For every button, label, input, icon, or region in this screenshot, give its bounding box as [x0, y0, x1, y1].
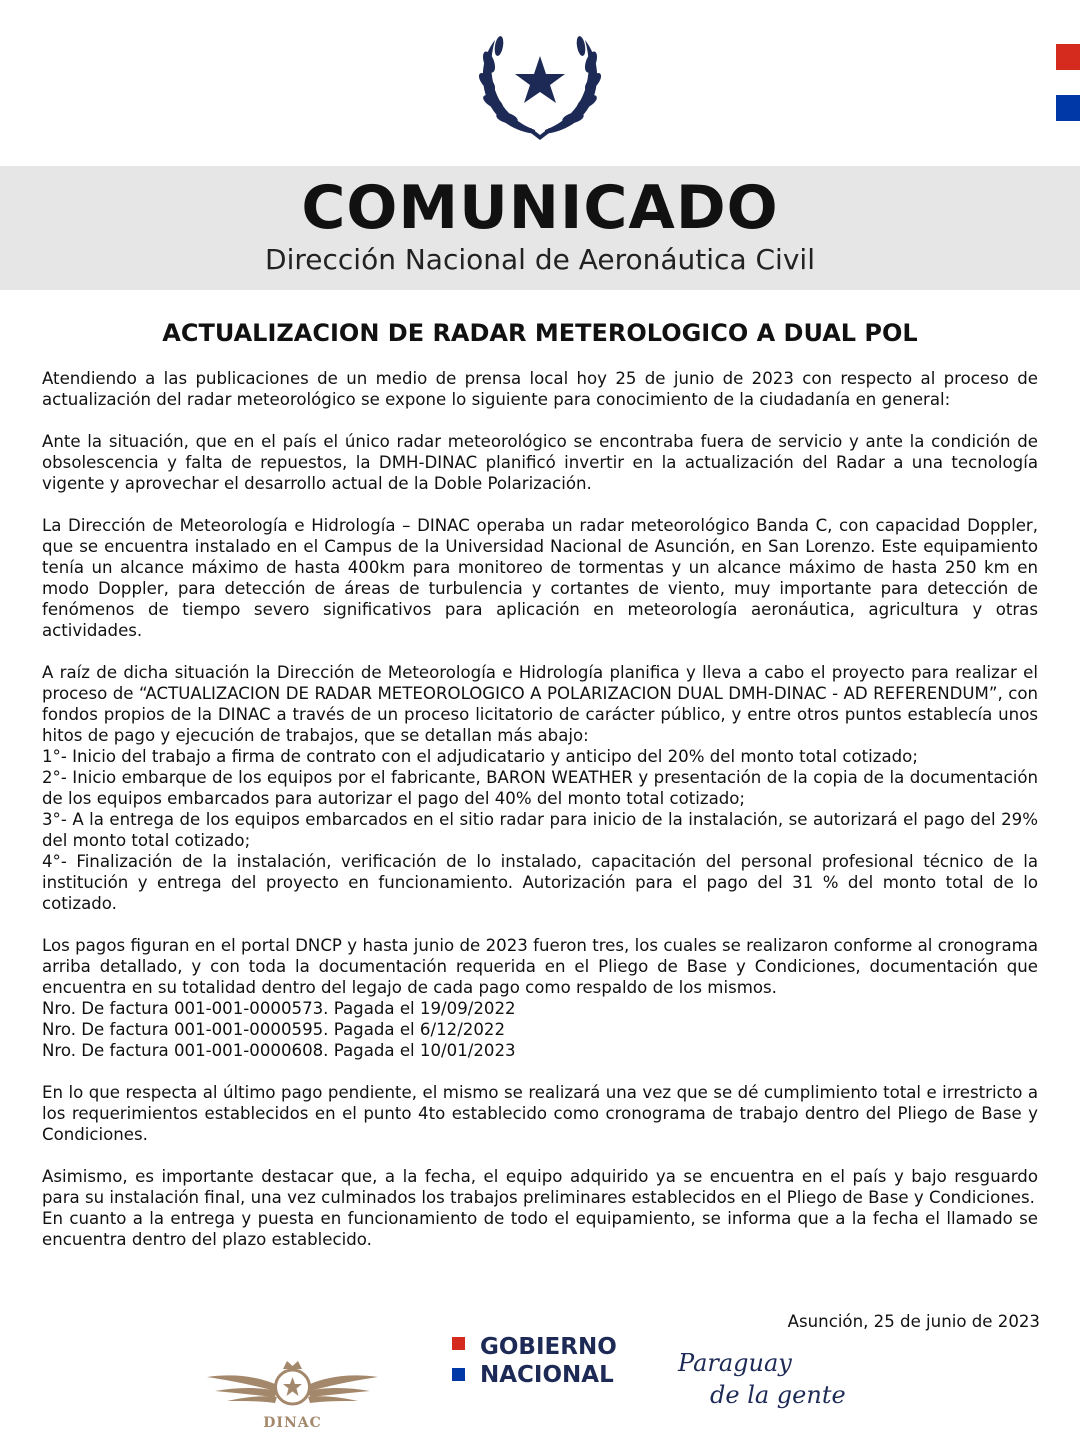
paragraph-radar-description: La Dirección de Meteorología e Hidrología – DINAC operaba un radar meteorológico Banda C, con capacidad Doppler, que se encuentra instalado en el Campus de la Universidad Nacional de Asunción, en San Lorenzo. Este equipamiento tenía un alcance máximo de hasta 400km para monitoreo de tormentas y un alcance máximo de hasta 250 km en modo Doppler, para detección de áreas de turbulencia y cortantes de viento, muy importante para detección de fenómenos de tiempo severo significativos para aplicación en meteorología aeronáutica, agricultura y otras actividades. — [42, 516, 1038, 640]
gobierno-nacional-logo — [452, 1333, 632, 1393]
blue-square-icon — [452, 1368, 465, 1381]
paragraph-situation: Ante la situación, que en el país el único radar meteorológico se encontraba fuera de servicio y ante la condición de obsolescencia y falta de repuestos, la DMH-DINAC planificó invertir en la actualización del Radar a una tecnología vigente y aprovechar el desarrollo actual de la Doble Polarización. — [42, 432, 1038, 493]
document-date: Asunción, 25 de junio de 2023 — [787, 1312, 1040, 1331]
dinac-logo — [205, 1355, 380, 1435]
paraguay-label: Paraguay — [678, 1349, 792, 1377]
paragraph-payments — [42, 935, 1038, 1061]
paragraph-pending-payment: En lo que respecta al último pago pendiente, el mismo se realizará una vez que se dé cumplimiento total e irrestricto a los requerimientos establecidos en el punto 4to establecido como cronograma de trabajo dentro del Pliego de Base y Condiciones. — [42, 1083, 1038, 1144]
paragraph-delivery: En cuanto a la entrega y puesta en funcionamiento de todo el equipamiento, se informa que a la fecha el llamado se encuentra dentro del plazo establecido. — [42, 1209, 1038, 1249]
paragraph-equipment: Asimismo, es importante destacar que, a la fecha, el equipo adquirido ya se encuentra en el país y bajo resguardo para su instalación final, una vez culminados los trabajos preliminares establecidos en el Pliego de Base y Condiciones. — [42, 1167, 1038, 1207]
dinac-wings-icon — [205, 1355, 380, 1415]
invoice-item: Nro. De factura 001-001-0000595. Pagada el 6/12/2022 — [42, 1020, 506, 1039]
flag-blue-accent — [1056, 95, 1080, 121]
project-intro: A raíz de dicha situación la Dirección de Meteorología e Hidrología planifica y lleva a cabo el proyecto para realizar el proceso de “ACTUALIZACION DE RADAR METEOROLOGICO A POLARIZACION DUAL DMH-DINAC - AD REFERENDUM”, con fondos propios de la DINAC a través de un proceso licitatorio de carácter público, y entre otros puntos establecía unos hitos de pago y ejecución de trabajos, que se detallan más abajo: — [42, 663, 1038, 745]
paragraph-project — [42, 662, 1038, 914]
invoice-item: Nro. De factura 001-001-0000608. Pagada el 10/01/2023 — [42, 1041, 516, 1060]
document-body — [42, 368, 1038, 1250]
dinac-label: DINAC — [263, 1415, 322, 1431]
milestone-item: 2°- Inicio embarque de los equipos por el fabricante, BARON WEATHER y presentación de la copia de la documentación de los equipos embarcados para autorizar el pago del 40% del monto total cotizado; — [42, 768, 1038, 808]
paragraph-intro: Atendiendo a las publicaciones de un medio de prensa local hoy 25 de junio de 2023 con respecto al proceso de actualización del radar meteorológico se expone lo siguiente para conocimiento de la ciudadanía en general: — [42, 369, 1038, 409]
page-subtitle: Dirección Nacional de Aeronáutica Civil — [265, 243, 815, 276]
document-title: ACTUALIZACION DE RADAR METEROLOGICO A DUAL POL — [162, 319, 918, 347]
milestone-item: 4°- Finalización de la instalación, verificación de lo instalado, capacitación del personal profesional técnico de la institución y entrega del proyecto en funcionamiento. Autorización para el pago del 31 % del monto total de lo cotizado. — [42, 852, 1038, 913]
header-banner — [0, 166, 1080, 290]
page-title: COMUNICADO — [301, 173, 779, 243]
invoice-item: Nro. De factura 001-001-0000573. Pagada el 19/09/2022 — [42, 999, 516, 1018]
national-seal-icon — [475, 22, 605, 144]
nacional-label: NACIONAL — [480, 1362, 614, 1388]
de-la-gente-label: de la gente — [710, 1381, 846, 1409]
milestone-item: 1°- Inicio del trabajo a firma de contrato con el adjudicatario y anticipo del 20% del monto total cotizado; — [42, 747, 918, 766]
red-square-icon — [452, 1337, 465, 1350]
paraguay-de-la-gente-logo — [678, 1348, 848, 1428]
flag-red-accent — [1056, 44, 1080, 70]
payments-intro: Los pagos figuran en el portal DNCP y hasta junio de 2023 fueron tres, los cuales se realizaron conforme al cronograma arriba detallado, y con toda la documentación requerida en el Pliego de Base y Condiciones, documentación que encuentra en su totalidad dentro del legajo de cada pago como respaldo de los mismos. — [42, 936, 1038, 997]
milestone-item: 3°- A la entrega de los equipos embarcados en el sitio radar para inicio de la instalación, se autorizará el pago del 29% del monto total cotizado; — [42, 810, 1038, 850]
gobierno-label: GOBIERNO — [480, 1334, 617, 1360]
